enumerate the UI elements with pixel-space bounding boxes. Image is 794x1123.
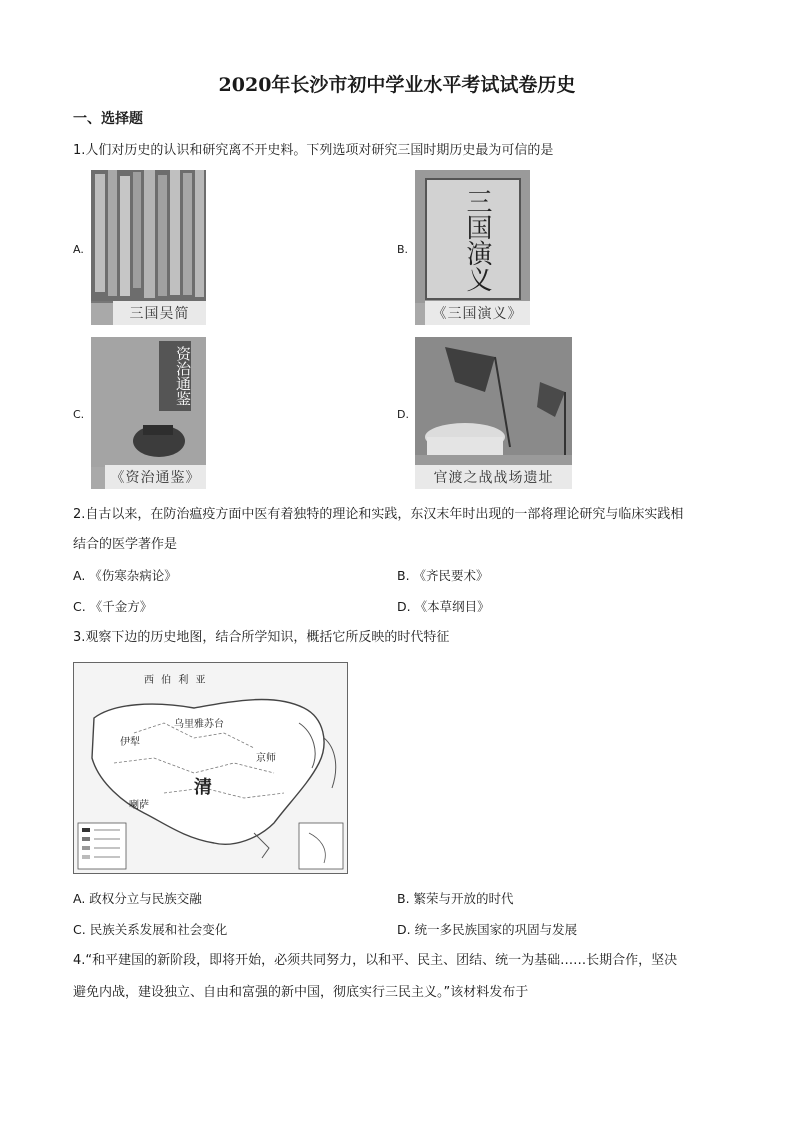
map-label-jingshi: 京师 — [256, 753, 276, 764]
q1-option-a-label: A. — [73, 243, 84, 256]
book-cover-title: 三国演义 — [462, 188, 492, 292]
map-label-wuliyasutai: 乌里雅苏台 — [174, 719, 224, 730]
sanguo-yanyi-book-image — [415, 170, 530, 325]
q3-option-c-text: 民族关系发展和社会变化 — [89, 922, 228, 937]
book-cover — [425, 178, 521, 300]
map-label-qing: 清 — [194, 777, 212, 798]
q1-option-d-caption: 官渡之战战场遗址 — [415, 465, 572, 489]
question-2-stem-line-1: 2.自古以来，在防治瘟疫方面中医有着独特的理论和实践，东汉末年时出现的一部将理论研究与临床实践相 — [73, 507, 684, 522]
q2-option-b-text: 《齐民要术》 — [413, 568, 489, 583]
map-label-lasa: 喇萨 — [129, 800, 149, 811]
q3-option-b — [397, 889, 514, 907]
q3-option-d — [397, 920, 577, 938]
question-4-stem-line-1: 4.“和平建国的新阶段，即将开始，必须共同努力，以和平、民主、团结、统一为基础……长期合作，坚决 — [73, 953, 678, 968]
q2-option-a-text: 《伤寒杂病论》 — [89, 568, 177, 583]
q1-option-b-label: B. — [397, 243, 409, 256]
q3-option-a-text: 政权分立与民族交融 — [89, 891, 202, 906]
caption-marker — [415, 303, 425, 325]
q3-option-a — [73, 889, 202, 907]
question-1-stem: 1.人们对历史的认识和研究离不开史料。下列选项对研究三国时期历史最为可信的是 — [73, 143, 554, 158]
q3-option-c — [73, 920, 227, 938]
page-title: 2020年长沙市初中学业水平考试试卷历史 — [218, 74, 576, 96]
q2-option-b-label: B. — [397, 568, 410, 583]
q2-option-d — [397, 597, 490, 615]
q3-option-b-label: B. — [397, 891, 410, 906]
caption-marker — [91, 303, 113, 325]
map-label-yili: 伊犁 — [120, 737, 140, 748]
q1-option-c-label: C. — [73, 408, 85, 421]
q3-option-c-label: C. — [73, 922, 86, 937]
q2-option-a-label: A. — [73, 568, 86, 583]
q1-option-d-label: D. — [397, 408, 409, 421]
q3-option-b-text: 繁荣与开放的时代 — [413, 891, 514, 906]
q2-option-b — [397, 566, 489, 584]
q2-option-c-text: 《千金方》 — [89, 599, 153, 614]
guandu-battlefield-image — [415, 337, 572, 489]
q1-option-c-caption: 《资治通鉴》 — [105, 465, 206, 489]
q1-option-b-caption: 《三国演义》 — [425, 301, 530, 325]
map-label-siberia: 西 伯 利 亚 — [144, 675, 208, 686]
question-2-stem-line-2: 结合的医学著作是 — [73, 537, 178, 552]
question-3-stem: 3.观察下边的历史地图，结合所学知识，概括它所反映的时代特征 — [73, 630, 450, 645]
qing-dynasty-map — [73, 662, 348, 874]
bamboo-slips-image — [91, 170, 206, 325]
q3-option-a-label: A. — [73, 891, 86, 906]
section-heading: 一、选择题 — [73, 111, 143, 127]
book-cover-emblem — [129, 419, 189, 459]
q2-option-a — [73, 566, 177, 584]
map-illustration — [74, 663, 347, 873]
bamboo-slips-illustration — [91, 170, 206, 301]
q3-option-d-text: 统一多民族国家的巩固与发展 — [414, 922, 578, 937]
q1-option-a-caption: 三国吴简 — [113, 301, 206, 325]
question-4-stem-line-2: 避免内战，建设独立、自由和富强的新中国，彻底实行三民主义。”该材料发布于 — [73, 985, 529, 1000]
book-cover-title: 资治通鉴 — [159, 341, 191, 411]
q2-option-c-label: C. — [73, 599, 86, 614]
q2-option-d-label: D. — [397, 599, 411, 614]
q3-option-d-label: D. — [397, 922, 411, 937]
q2-option-c — [73, 597, 152, 615]
q2-option-d-text: 《本草纲目》 — [414, 599, 490, 614]
caption-marker — [91, 467, 105, 489]
battlefield-illustration — [415, 337, 572, 465]
zizhi-tongjian-book-image — [91, 337, 206, 489]
